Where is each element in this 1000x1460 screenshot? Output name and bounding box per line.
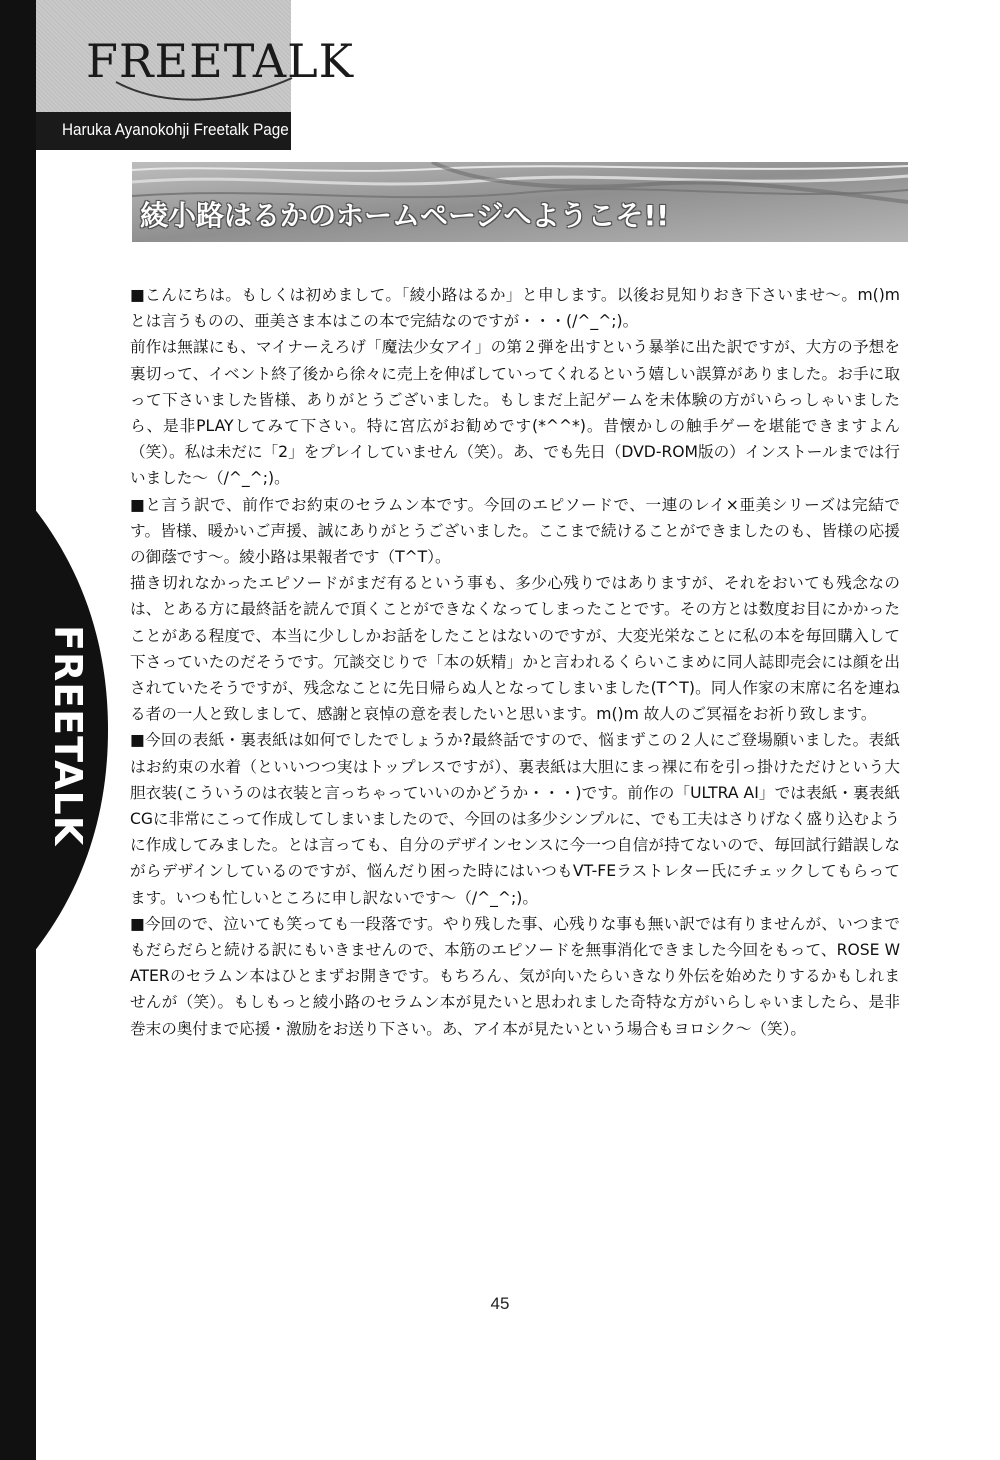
logo-title: FREETALK [86, 34, 355, 88]
spine-label: FREETALK [46, 625, 90, 847]
paragraph: ■今回ので、泣いても笑っても一段落です。やり残した事、心残りな事も無い訳では有りませんが、いつまでもだらだらと続ける訳にもいきませんので、本筋のエピソードを無事消化できました今回をもって、ROSE WATERのセラムン本はひとまずお開きです。もちろん、気が向いたらいきなり外伝を始めたりするかもしれませんが（笑）。もしもっと綾小路のセラムン本が見たいと思われました奇特な方がいらしゃいましたら、是非巻末の奥付まで応援・激励をお送り下さい。あ、アイ本が見たいという場合もヨロシク～（笑）。 [130, 914, 900, 1038]
banner-title: 綾小路はるかのホームページへようこそ!! [140, 199, 669, 232]
paragraph: 前作は無謀にも、マイナーえろげ「魔法少女アイ」の第２弾を出すという暴挙に出た訳ですが、大方の予想を裏切って、イベント終了後から徐々に売上を伸ばしていってくれるという嬉しい誤算がありました。お手に取って下さいました皆様、ありがとうございました。もしまだ上記ゲームを未体験の方がいらっしゃいましたら、是非PLAYしてみて下さい。特に宮広がお勧めです(*^^*)。昔懐かしの触手ゲーを堪能できますよん（笑）。私は未だに「2」をプレイしていません（笑）。あ、でも先日（DVD-ROM版の）インストールまでは行いました～（/^_^;)。 [130, 338, 900, 488]
body-text [130, 282, 900, 1042]
page-number: 45 [490, 1294, 510, 1313]
welcome-banner [132, 162, 908, 242]
paragraph: ■と言う訳で、前作でお約束のセラムン本です。今回のエピソードで、一連のレイ×亜美シリーズは完結です。皆様、暖かいご声援、誠にありがとうございました。ここまで続けることができましたのも、皆様の応援の御蔭です～。綾小路は果報者です（T^T）。 [130, 495, 900, 567]
paragraph: ■こんにちは。もしくは初めまして。「綾小路はるか」と申します。以後お見知りおき下さいませ～。m()m とは言うものの、亜美さま本はこの本で完結なのですが・・・(/^_^;)。 [130, 286, 901, 331]
paragraph: 描き切れなかったエピソードがまだ有るという事も、多少心残りではありますが、それをおいても残念なのは、とある方に最終話を読んで頂くことができなくなってしまったことです。その方とは数度お目にかかったことがある程度で、本当に少ししかお話をしたことはないのですが、大変光栄なことに私の本を毎回購入して下さっていたのだそうです。冗談交じりで「本の妖精」かと言われるくらいこまめに同人誌即売会には顔を出されていたそうですが、残念なことに先日帰らぬ人となってしまいました(T^T)。同人作家の末席に名を連ねる者の一人と致しまして、感謝と哀悼の意を表したいと思います。m()m 故人のご冥福をお祈り致します。 [130, 574, 900, 724]
paragraph: ■今回の表紙・裏表紙は如何でしたでしょうか?最終話ですので、悩まずこの２人にご登場願いました。表紙はお約束の水着（といいつつ実はトップレスですが）、裏表紙は大胆にまっ裸に布を引っ掛けただけという大胆衣装(こういうのは衣装と言っちゃっていいのかどうか・・・)です。前作の「ULTRA AI」では表紙・裏表紙CGに非常にこって作成してしまいましたので、今回のは多少シンプルに、でも工夫はさりげなく盛り込むように作成してみました。とは言っても、自分のデザインセンスに今一つ自信が持てないので、毎回試行錯誤しながらデザインしているのですが、悩んだり困った時にはいつもVT-FEラストレター氏にチェックしてもらってます。いつも忙しいところに申し訳ないです～（/^_^;)。 [130, 731, 901, 907]
logo-swoosh-icon [114, 74, 294, 108]
logo-subtitle-strip [36, 112, 291, 150]
logo-box [36, 0, 355, 112]
logo-subtitle: Haruka Ayanokohji Freetalk Page [62, 120, 289, 139]
